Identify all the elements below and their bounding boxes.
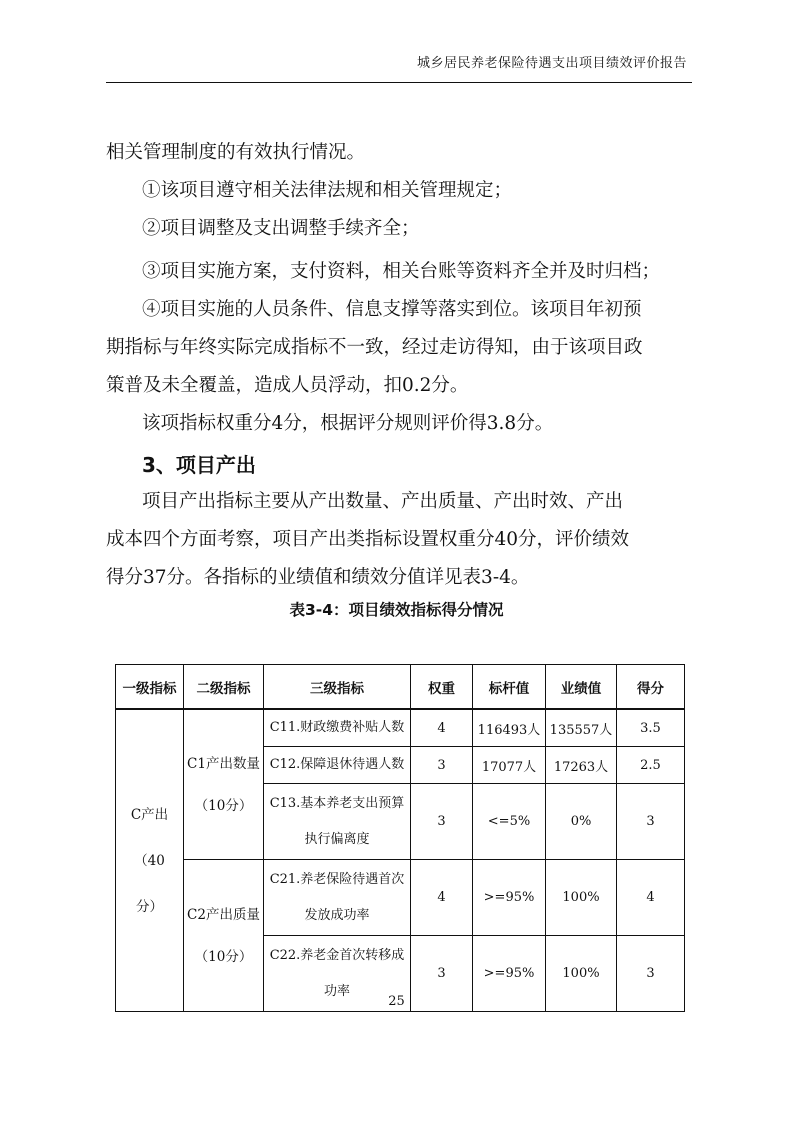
score-cell: 3 <box>617 784 685 860</box>
indicator-line: C13.基本养老支出预算 <box>269 795 405 811</box>
weight-cell: 4 <box>411 709 473 747</box>
table-header-row <box>116 665 685 710</box>
level2-line: C2产出质量 <box>187 906 260 923</box>
level1-cell <box>116 709 184 1012</box>
level2-cell <box>184 709 264 860</box>
actual-cell: 100% <box>546 860 617 936</box>
score-cell: 3 <box>617 936 685 1012</box>
level2-line: （10分） <box>194 948 253 965</box>
page-number: 25 <box>388 994 405 1009</box>
indicator-line: 发放成功率 <box>304 907 370 923</box>
header-level3: 三级指标 <box>264 665 411 710</box>
body-line-3: ②项目调整及支出调整手续齐全； <box>142 218 420 239</box>
actual-cell: 100% <box>546 936 617 1012</box>
indicator-cell <box>264 747 411 784</box>
indicator-cell <box>264 784 411 860</box>
weight-cell: 3 <box>411 784 473 860</box>
header-level1: 一级指标 <box>116 665 184 710</box>
indicator-line: C21.养老保险待遇首次 <box>269 871 405 887</box>
level1-line: C产出（40 <box>130 806 169 869</box>
header-actual: 业绩值 <box>546 665 617 710</box>
benchmark-cell: 116493人 <box>473 709 546 747</box>
indicator-cell <box>264 709 411 747</box>
table-row <box>116 709 685 747</box>
benchmark-cell: >=95% <box>473 936 546 1012</box>
header-divider <box>106 82 692 83</box>
running-header: 城乡居民养老保险待遇支出项目绩效评价报告 <box>416 56 687 71</box>
indicator-cell <box>264 860 411 936</box>
benchmark-cell: 17077人 <box>473 747 546 784</box>
metrics-table <box>115 664 685 1012</box>
score-cell: 3.5 <box>617 709 685 747</box>
body-line-7: 策普及未全覆盖，造成人员浮动，扣0.2分。 <box>106 375 469 396</box>
actual-cell: 135557人 <box>546 709 617 747</box>
level1-line: 分） <box>136 898 163 915</box>
header-score: 得分 <box>617 665 685 710</box>
body-line-1: 相关管理制度的有效执行情况。 <box>106 142 366 163</box>
level2-line: C1产出数量 <box>187 755 260 772</box>
weight-cell: 3 <box>411 747 473 784</box>
benchmark-cell: >=95% <box>473 860 546 936</box>
header-level2: 二级指标 <box>184 665 264 710</box>
body-line-5: ④项目实施的人员条件、信息支撑等落实到位。该项目年初预 <box>142 299 642 320</box>
actual-cell: 17263人 <box>546 747 617 784</box>
indicator-line: C12.保障退休待遇人数 <box>269 757 405 772</box>
header-benchmark: 标杆值 <box>473 665 546 710</box>
output-line-3: 得分37分。各指标的业绩值和绩效分值详见表3-4。 <box>106 567 530 588</box>
table-row <box>116 860 685 936</box>
body-line-4: ③项目实施方案，支付资料，相关台账等资料齐全并及时归档； <box>142 261 661 282</box>
score-cell: 4 <box>617 860 685 936</box>
indicator-line: C11.财政缴费补贴人数 <box>269 720 405 735</box>
level2-line: （10分） <box>194 797 253 814</box>
indicator-line: C22.养老金首次转移成 <box>269 947 405 963</box>
indicator-line: 功率 <box>323 983 350 999</box>
body-line-2: ①该项目遵守相关法律法规和相关管理规定； <box>142 180 513 201</box>
weight-cell: 3 <box>411 936 473 1012</box>
table-caption: 表3-4：项目绩效指标得分情况 <box>289 601 504 619</box>
score-cell: 2.5 <box>617 747 685 784</box>
output-line-1: 项目产出指标主要从产出数量、产出质量、产出时效、产出 <box>142 491 624 512</box>
benchmark-cell: <=5% <box>473 784 546 860</box>
actual-cell: 0% <box>546 784 617 860</box>
header-weight: 权重 <box>411 665 473 710</box>
section-heading: 3、项目产出 <box>142 453 256 477</box>
body-line-8: 该项指标权重分4分，根据评分规则评价得3.8分。 <box>142 413 554 434</box>
body-line-6: 期指标与年终实际完成指标不一致，经过走访得知，由于该项目政 <box>106 337 643 358</box>
output-line-2: 成本四个方面考察，项目产出类指标设置权重分40分，评价绩效 <box>106 529 630 550</box>
weight-cell: 4 <box>411 860 473 936</box>
level2-cell <box>184 860 264 1012</box>
indicator-line: 执行偏离度 <box>304 831 370 847</box>
